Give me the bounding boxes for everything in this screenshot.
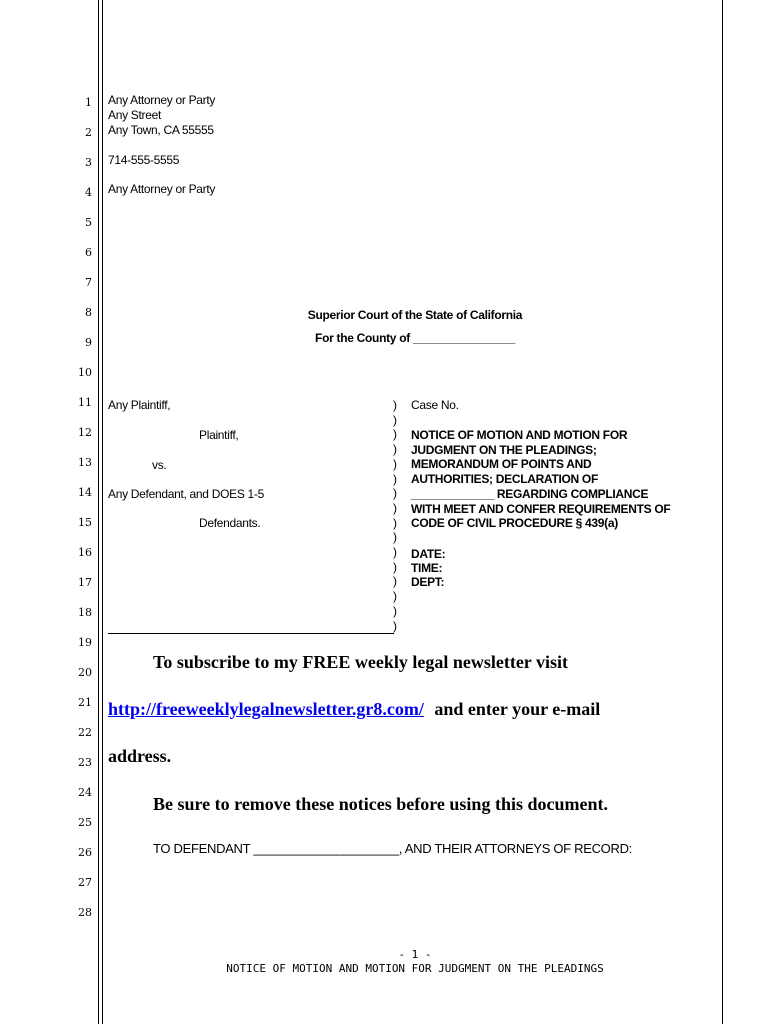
line-number: 23 [78, 756, 92, 769]
newsletter-line-2-tail: and enter your e-mail [434, 699, 601, 719]
caption-paren: ) [393, 589, 397, 604]
line-number: 14 [78, 486, 92, 499]
line-number: 9 [85, 336, 92, 349]
left-margin-rule-inner [102, 0, 103, 1024]
line-number: 26 [78, 846, 92, 859]
right-margin-rule [722, 0, 723, 1024]
caption-paren: ) [393, 618, 397, 633]
caption-paren: ) [393, 486, 397, 501]
line-number: 15 [78, 516, 92, 529]
defendant-name: Any Defendant, and DOES 1-5 [108, 487, 264, 501]
line-number: 21 [78, 696, 92, 709]
line-number: 5 [85, 216, 92, 229]
left-margin-rule [98, 0, 99, 1024]
line-number: 27 [78, 876, 92, 889]
line-number: 10 [78, 366, 92, 379]
line-number: 19 [78, 636, 92, 649]
time-label: TIME: [411, 561, 443, 575]
line-number: 28 [78, 906, 92, 919]
versus: vs. [152, 458, 167, 472]
remove-notice: Be sure to remove these notices before using this document. [153, 794, 608, 814]
newsletter-link[interactable]: http://freeweeklylegalnewsletter.gr8.com/ [108, 699, 424, 719]
caption-paren: ) [393, 427, 397, 442]
attorney-name: Any Attorney or Party [108, 93, 216, 107]
line-number: 22 [78, 726, 92, 739]
line-number: 18 [78, 606, 92, 619]
document-title-line: JUDGMENT ON THE PLEADINGS; [411, 442, 597, 457]
plaintiff-name: Any Plaintiff, [108, 398, 171, 412]
newsletter-line-3: address. [108, 746, 172, 766]
line-number: 11 [78, 396, 92, 409]
caption-paren: ) [393, 515, 397, 530]
caption-paren: ) [393, 530, 397, 545]
document-title-line: WITH MEET AND CONFER REQUIREMENTS OF [411, 501, 671, 516]
plaintiff-role: Plaintiff, [199, 428, 239, 442]
attorney-phone: 714-555-5555 [108, 153, 180, 167]
caption-paren: ) [393, 603, 397, 618]
attorney-for: Any Attorney or Party [108, 182, 216, 196]
line-number: 13 [78, 456, 92, 469]
footer-title: NOTICE OF MOTION AND MOTION FOR JUDGMENT ON THE PLEADINGS [226, 962, 604, 975]
line-number: 25 [78, 816, 92, 829]
caption-paren: ) [393, 500, 397, 515]
case-number-label: Case No. [411, 398, 459, 412]
caption-paren: ) [393, 412, 397, 427]
date-label: DATE: [411, 547, 446, 561]
defendant-role: Defendants. [199, 516, 261, 530]
document-title-line: AUTHORITIES; DECLARATION OF [411, 472, 598, 487]
line-number: 1 [85, 96, 92, 109]
dept-label: DEPT: [411, 575, 445, 589]
to-defendant-line: TO DEFENDANT _____________________, AND THEIR ATTORNEYS OF RECORD: [153, 841, 632, 856]
caption-paren: ) [393, 559, 397, 574]
line-number: 12 [78, 426, 92, 439]
line-number: 24 [78, 786, 92, 799]
caption-paren: ) [393, 398, 397, 412]
document-title-line: _____________ REGARDING COMPLIANCE [411, 486, 649, 501]
line-number: 17 [78, 576, 92, 589]
document-title-line: MEMORANDUM OF POINTS AND [411, 457, 592, 472]
line-number: 7 [85, 276, 92, 289]
line-number: 16 [78, 546, 92, 559]
caption-paren: ) [393, 574, 397, 589]
attorney-street: Any Street [108, 108, 162, 122]
caption-underline [108, 633, 394, 634]
caption-paren: ) [393, 442, 397, 457]
newsletter-line-1: To subscribe to my FREE weekly legal newsletter visit [153, 652, 568, 672]
document-title-line: NOTICE OF MOTION AND MOTION FOR [411, 428, 628, 442]
line-number: 4 [85, 186, 92, 199]
line-number: 20 [78, 666, 92, 679]
caption-paren: ) [393, 471, 397, 486]
page-number: - 1 - [398, 948, 432, 961]
attorney-city: Any Town, CA 55555 [108, 123, 214, 137]
line-number: 8 [85, 306, 92, 319]
court-county: For the County of ________________ [315, 331, 515, 345]
line-number: 3 [85, 156, 92, 169]
line-number: 6 [85, 246, 92, 259]
line-number: 2 [85, 126, 92, 139]
caption-paren: ) [393, 456, 397, 471]
newsletter-line-2 [108, 698, 600, 720]
document-title-line: CODE OF CIVIL PROCEDURE § 439(a) [411, 516, 618, 531]
caption-paren: ) [393, 545, 397, 559]
court-name: Superior Court of the State of California [307, 308, 523, 322]
